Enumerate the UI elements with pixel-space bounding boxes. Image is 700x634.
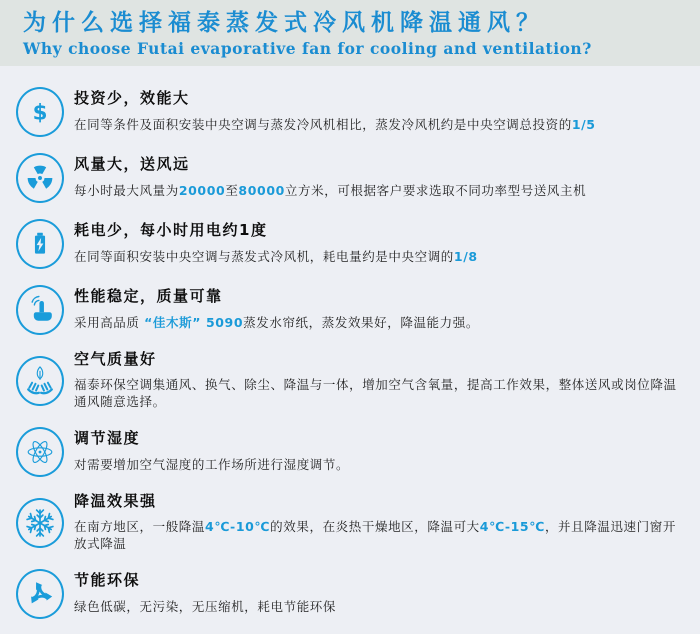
body-text: ，并且降温迅速门窗开放式降温 — [74, 519, 676, 552]
body-text: 福泰环保空调集通风、换气、除尘、降温与一体，增加空气含氧量，提高工作效果，整体送风或岗位降温通风随意选择。 — [74, 377, 677, 410]
body-text: 采用高品质 — [74, 314, 145, 330]
feature-description — [74, 183, 586, 200]
highlight-value: 4℃-10℃ — [205, 519, 271, 535]
feature-description — [74, 599, 336, 616]
feature-item — [16, 569, 686, 619]
recycle-icon — [16, 569, 64, 619]
feature-list — [0, 66, 700, 619]
highlight-value: 4℃-15℃ — [479, 519, 545, 535]
feature-text — [74, 222, 478, 265]
hands-leaf-icon — [16, 356, 64, 406]
feature-title: 投资少，效能大 — [74, 89, 190, 108]
feature-description — [74, 315, 479, 332]
body-text: 至 — [225, 182, 239, 198]
page-title-en: Why choose Futai evaporative fan for cooling and ventilation? — [23, 39, 592, 59]
feature-title: 降温效果强 — [74, 492, 157, 510]
body-text: 蒸发水帘纸，蒸发效果好，降温能力强。 — [243, 314, 479, 330]
feature-item — [16, 285, 686, 335]
feature-description — [74, 117, 596, 134]
body-text: 对需要增加空气湿度的工作场所进行湿度调节。 — [74, 456, 350, 472]
feature-text — [74, 156, 586, 199]
snowflake-icon — [16, 498, 64, 548]
feature-title: 性能稳定，质量可靠 — [74, 287, 223, 306]
page-title-cn: 为什么选择福泰蒸发式冷风机降温通风？ — [23, 10, 545, 36]
body-text: 的效果，在炎热干燥地区，降温可大 — [270, 519, 480, 535]
highlight-value: 80000 — [238, 182, 285, 198]
feature-title: 空气质量好 — [74, 350, 157, 368]
body-text: 在同等条件及面积安装中央空调与蒸发冷风机相比，蒸发冷风机约是中央空调总投资的 — [74, 116, 572, 132]
body-text: 立方米，可根据客户要求选取不同功率型号送风主机 — [284, 182, 587, 198]
battery-icon — [16, 219, 64, 269]
feature-title: 节能环保 — [74, 571, 141, 590]
feature-title: 风量大，送风远 — [74, 155, 190, 174]
feature-text — [74, 430, 349, 473]
feature-item — [16, 219, 686, 269]
highlight-value: 1/5 — [571, 116, 596, 132]
svg-text:$: $ — [32, 100, 48, 126]
feature-description — [74, 377, 686, 411]
touch-icon — [16, 285, 64, 335]
feature-item — [16, 351, 686, 411]
body-text: 绿色低碳，无污染，无压缩机，耗电节能环保 — [74, 598, 337, 614]
feature-item — [16, 87, 686, 137]
feature-title: 耗电少，每小时用电约1度 — [74, 221, 268, 240]
body-text: 在南方地区，一般降温 — [74, 519, 206, 535]
feature-description — [74, 249, 478, 266]
feature-item — [16, 153, 686, 203]
body-text: 在同等面积安装中央空调与蒸发式冷风机，耗电量约是中央空调的 — [74, 248, 454, 264]
page-header — [0, 0, 700, 66]
highlight-value: 20000 — [178, 182, 226, 198]
feature-text — [74, 90, 596, 133]
atom-icon — [16, 427, 64, 477]
feature-item — [16, 427, 686, 477]
dollar-icon — [16, 87, 64, 137]
feature-text — [74, 493, 686, 553]
highlight-value: 1/8 — [453, 248, 478, 264]
feature-text — [74, 351, 686, 411]
body-text: 每小时最大风量为 — [74, 182, 179, 198]
feature-description — [74, 519, 686, 553]
fan-icon — [16, 153, 64, 203]
feature-title: 调节湿度 — [74, 429, 141, 448]
feature-text — [74, 288, 479, 331]
highlight-value: “佳木斯” 5090 — [144, 314, 244, 330]
feature-description — [74, 457, 349, 474]
feature-text — [74, 572, 336, 615]
feature-item — [16, 493, 686, 553]
